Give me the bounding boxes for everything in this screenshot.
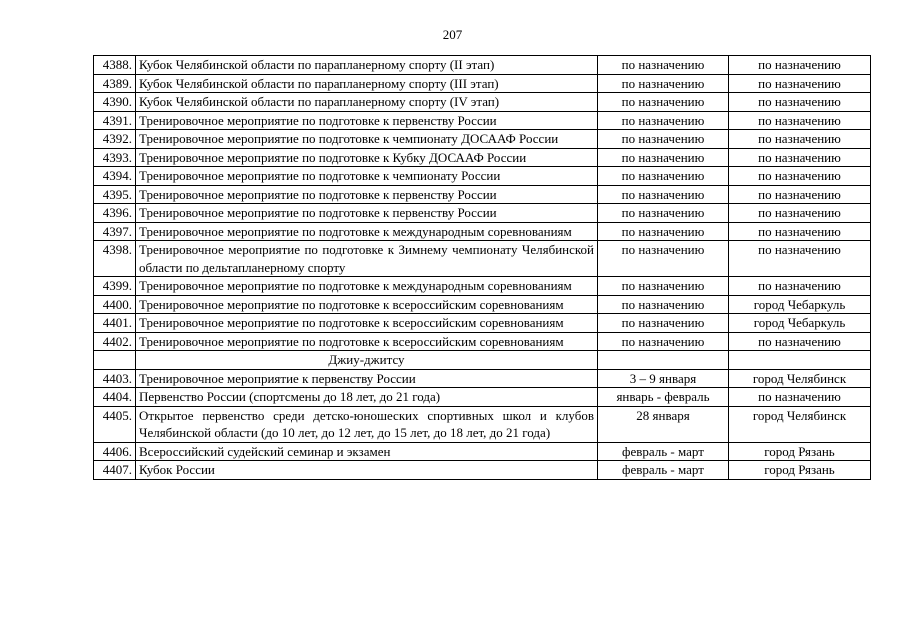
- table-row: [94, 130, 871, 149]
- event-place: по назначению: [729, 388, 871, 407]
- event-place: город Челябинск: [729, 369, 871, 388]
- event-name: Тренировочное мероприятие по подготовке к всероссийским соревнованиям: [136, 295, 598, 314]
- table-row: [94, 314, 871, 333]
- event-name: Всероссийский судейский семинар и экзамен: [136, 442, 598, 461]
- table-row: [94, 369, 871, 388]
- event-name: Первенство России (спортсмены до 18 лет, до 21 года): [136, 388, 598, 407]
- table-row: [94, 406, 871, 442]
- event-date: 3 – 9 января: [598, 369, 729, 388]
- event-number: 4398.: [94, 241, 136, 277]
- event-date: по назначению: [598, 295, 729, 314]
- event-date: по назначению: [598, 74, 729, 93]
- event-name: Кубок Челябинской области по парапланерному спорту (III этап): [136, 74, 598, 93]
- event-date: по назначению: [598, 314, 729, 333]
- table-row: [94, 74, 871, 93]
- event-name: Кубок России: [136, 461, 598, 480]
- event-number: 4400.: [94, 295, 136, 314]
- event-number: 4397.: [94, 222, 136, 241]
- event-name: Тренировочное мероприятие по подготовке к международным соревнованиям: [136, 277, 598, 296]
- event-number: 4404.: [94, 388, 136, 407]
- event-date: январь - февраль: [598, 388, 729, 407]
- event-place: по назначению: [729, 332, 871, 351]
- event-place: город Чебаркуль: [729, 314, 871, 333]
- event-number: 4394.: [94, 167, 136, 186]
- events-table: [93, 55, 871, 480]
- event-place: по назначению: [729, 111, 871, 130]
- event-place: по назначению: [729, 93, 871, 112]
- table-row: [94, 442, 871, 461]
- event-name: Тренировочное мероприятие по подготовке к первенству России: [136, 204, 598, 223]
- event-date: по назначению: [598, 277, 729, 296]
- section-empty-cell: [598, 351, 729, 370]
- event-number: 4388.: [94, 56, 136, 75]
- event-date: февраль - март: [598, 461, 729, 480]
- event-date: по назначению: [598, 167, 729, 186]
- section-empty-cell: [729, 351, 871, 370]
- table-row: [94, 461, 871, 480]
- event-name: Тренировочное мероприятие по подготовке к всероссийским соревнованиям: [136, 314, 598, 333]
- event-date: по назначению: [598, 222, 729, 241]
- event-place: по назначению: [729, 130, 871, 149]
- event-number: 4396.: [94, 204, 136, 223]
- event-place: по назначению: [729, 148, 871, 167]
- table-row: [94, 222, 871, 241]
- section-title: Джиу-джитсу: [136, 351, 598, 370]
- table-row: [94, 241, 871, 277]
- event-name: Кубок Челябинской области по парапланерному спорту (II этап): [136, 56, 598, 75]
- event-name: Тренировочное мероприятие к первенству России: [136, 369, 598, 388]
- event-date: по назначению: [598, 93, 729, 112]
- table-row: [94, 185, 871, 204]
- event-name: Тренировочное мероприятие по подготовке к первенству России: [136, 185, 598, 204]
- table-row: [94, 332, 871, 351]
- event-name: Тренировочное мероприятие по подготовке к первенству России: [136, 111, 598, 130]
- event-date: по назначению: [598, 332, 729, 351]
- table-row: [94, 56, 871, 75]
- event-place: по назначению: [729, 56, 871, 75]
- event-place: по назначению: [729, 277, 871, 296]
- table-row: [94, 148, 871, 167]
- event-number: 4399.: [94, 277, 136, 296]
- event-name: Тренировочное мероприятие по подготовке к чемпионату России: [136, 167, 598, 186]
- event-place: по назначению: [729, 204, 871, 223]
- table-row: [94, 93, 871, 112]
- event-place: город Рязань: [729, 442, 871, 461]
- page-number: 207: [442, 27, 463, 42]
- event-name: Тренировочное мероприятие по подготовке к Зимнему чемпионату Челябинской области по дельтапланерному спорту: [136, 241, 598, 277]
- event-place: город Чебаркуль: [729, 295, 871, 314]
- event-name: Тренировочное мероприятие по подготовке к международным соревнованиям: [136, 222, 598, 241]
- event-number: 4406.: [94, 442, 136, 461]
- table-row: [94, 204, 871, 223]
- event-date: февраль - март: [598, 442, 729, 461]
- event-number: 4391.: [94, 111, 136, 130]
- event-name: Кубок Челябинской области по парапланерному спорту (IV этап): [136, 93, 598, 112]
- event-name: Тренировочное мероприятие по подготовке к Кубку ДОСААФ России: [136, 148, 598, 167]
- table-row: [94, 295, 871, 314]
- event-number: 4393.: [94, 148, 136, 167]
- event-place: по назначению: [729, 74, 871, 93]
- event-date: по назначению: [598, 185, 729, 204]
- event-place: по назначению: [729, 185, 871, 204]
- event-name: Открытое первенство среди детско-юношеских спортивных школ и клубов Челябинской области (до 10 лет, до 12 лет, до 15 лет, до 18 лет, до 21 года): [136, 406, 598, 442]
- event-number: 4403.: [94, 369, 136, 388]
- section-number-cell: [94, 351, 136, 370]
- event-date: 28 января: [598, 406, 729, 442]
- event-date: по назначению: [598, 111, 729, 130]
- event-number: 4405.: [94, 406, 136, 442]
- section-header-row: [94, 351, 871, 370]
- event-date: по назначению: [598, 148, 729, 167]
- event-name: Тренировочное мероприятие по подготовке к всероссийским соревнованиям: [136, 332, 598, 351]
- event-date: по назначению: [598, 56, 729, 75]
- event-name: Тренировочное мероприятие по подготовке к чемпионату ДОСААФ России: [136, 130, 598, 149]
- event-number: 4390.: [94, 93, 136, 112]
- event-place: по назначению: [729, 241, 871, 277]
- event-number: 4395.: [94, 185, 136, 204]
- event-place: город Рязань: [729, 461, 871, 480]
- event-number: 4389.: [94, 74, 136, 93]
- event-number: 4407.: [94, 461, 136, 480]
- event-number: 4401.: [94, 314, 136, 333]
- event-place: город Челябинск: [729, 406, 871, 442]
- event-place: по назначению: [729, 222, 871, 241]
- table-row: [94, 167, 871, 186]
- event-date: по назначению: [598, 204, 729, 223]
- event-date: по назначению: [598, 241, 729, 277]
- table-row: [94, 277, 871, 296]
- event-number: 4402.: [94, 332, 136, 351]
- table-row: [94, 111, 871, 130]
- event-date: по назначению: [598, 130, 729, 149]
- event-number: 4392.: [94, 130, 136, 149]
- event-place: по назначению: [729, 167, 871, 186]
- table-row: [94, 388, 871, 407]
